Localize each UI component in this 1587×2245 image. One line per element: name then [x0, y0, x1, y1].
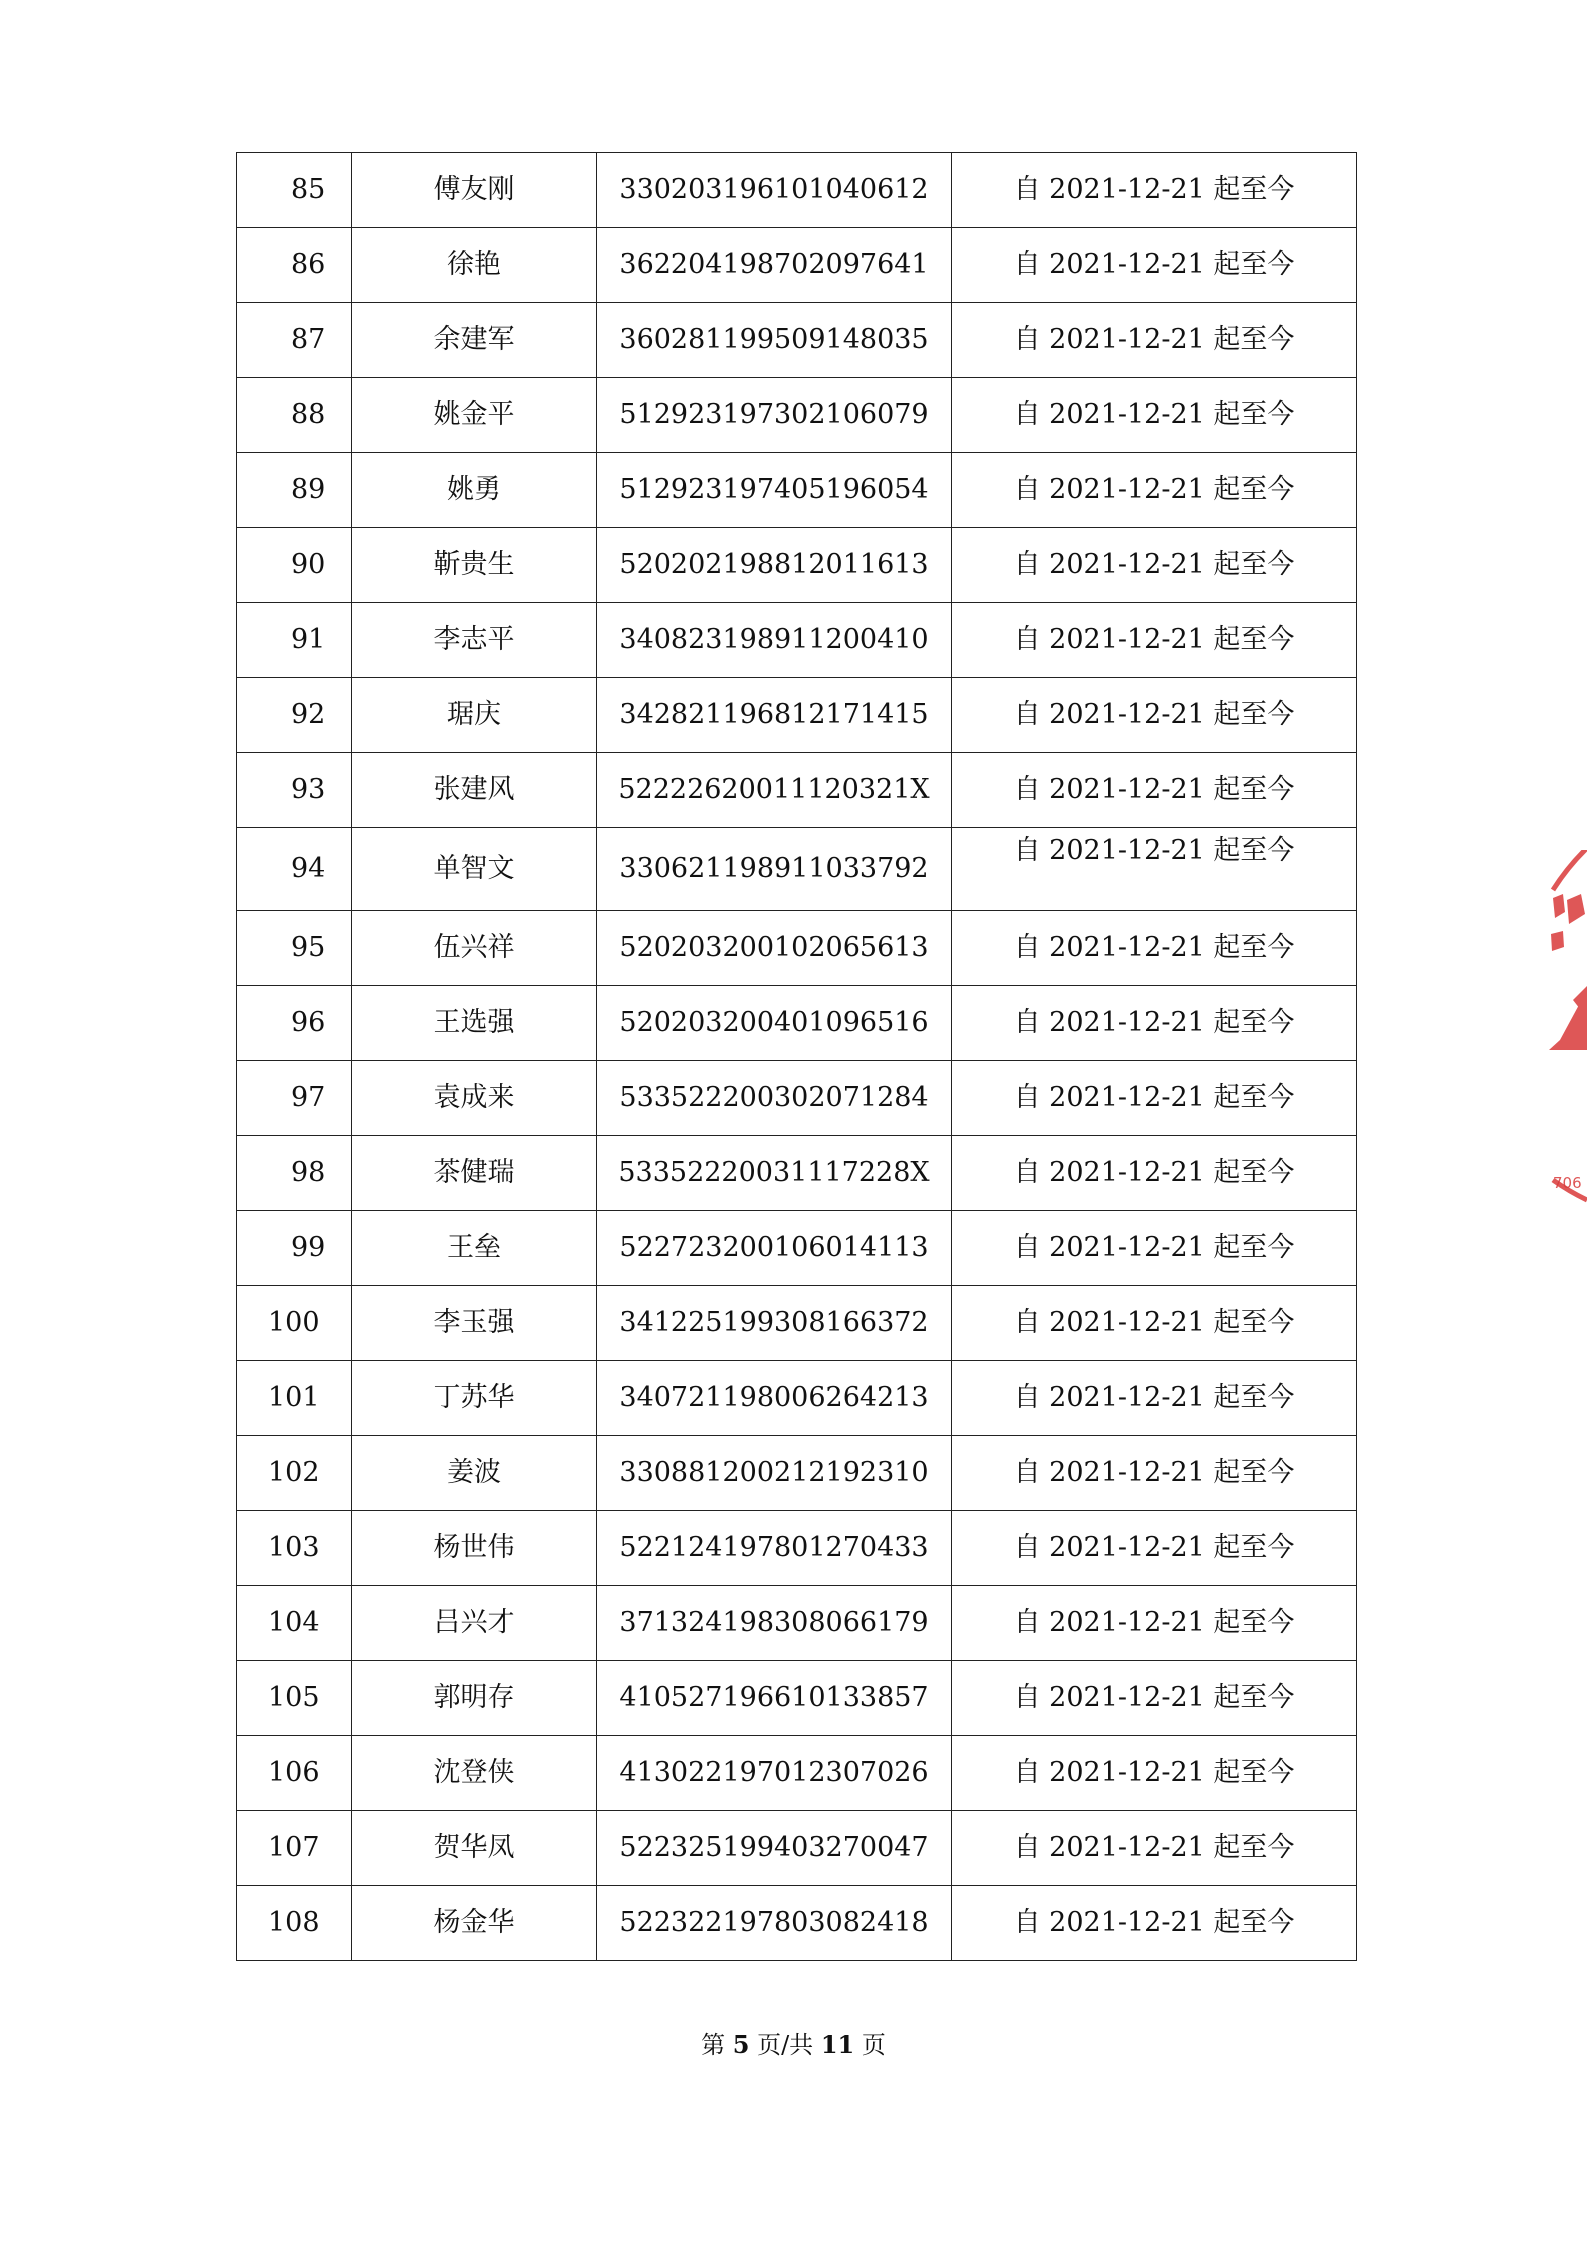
person-name-cell: 姚勇 [352, 453, 597, 528]
id-number-cell: 520203200401096516 [597, 986, 952, 1061]
table-row [237, 528, 1357, 603]
period-cell: 自 2021-12-21 起至今 [952, 603, 1357, 678]
footer-prefix: 第 [701, 2031, 726, 2059]
person-name-cell: 吕兴才 [352, 1586, 597, 1661]
table-row [237, 1361, 1357, 1436]
table-row [237, 678, 1357, 753]
row-number-cell: 93 [237, 753, 352, 828]
current-page-number: 5 [732, 2030, 750, 2059]
person-name-cell: 傅友刚 [352, 153, 597, 228]
table-row [237, 1061, 1357, 1136]
row-number-cell: 99 [237, 1211, 352, 1286]
row-number-cell: 108 [237, 1886, 352, 1961]
seal-text-fragment: 706 [1553, 1174, 1582, 1192]
table-row [237, 828, 1357, 911]
seal-fragment-graphic [1545, 850, 1587, 1210]
row-number-cell: 105 [237, 1661, 352, 1736]
period-cell: 自 2021-12-21 起至今 [952, 911, 1357, 986]
id-number-cell: 522124197801270433 [597, 1511, 952, 1586]
row-number-cell: 87 [237, 303, 352, 378]
row-number-cell: 103 [237, 1511, 352, 1586]
table-row [237, 986, 1357, 1061]
person-name-cell: 单智文 [352, 828, 597, 911]
row-number-cell: 85 [237, 153, 352, 228]
id-number-cell: 522322197803082418 [597, 1886, 952, 1961]
id-number-cell: 520203200102065613 [597, 911, 952, 986]
table-row [237, 1211, 1357, 1286]
personnel-table [236, 152, 1357, 1961]
person-name-cell: 姚金平 [352, 378, 597, 453]
row-number-cell: 97 [237, 1061, 352, 1136]
person-name-cell: 姜波 [352, 1436, 597, 1511]
period-cell: 自 2021-12-21 起至今 [952, 1061, 1357, 1136]
row-number-cell: 101 [237, 1361, 352, 1436]
total-page-count: 11 [820, 2030, 855, 2059]
row-number-cell: 96 [237, 986, 352, 1061]
table-row [237, 911, 1357, 986]
table-row [237, 453, 1357, 528]
period-cell: 自 2021-12-21 起至今 [952, 1436, 1357, 1511]
row-number-cell: 94 [237, 828, 352, 911]
id-number-cell: 413022197012307026 [597, 1736, 952, 1811]
person-name-cell: 靳贵生 [352, 528, 597, 603]
period-cell: 自 2021-12-21 起至今 [952, 378, 1357, 453]
table-row [237, 1811, 1357, 1886]
id-number-cell: 340721198006264213 [597, 1361, 952, 1436]
footer-middle: 页/共 [757, 2031, 814, 2059]
id-number-cell: 520202198812011613 [597, 528, 952, 603]
id-number-cell: 512923197405196054 [597, 453, 952, 528]
row-number-cell: 98 [237, 1136, 352, 1211]
person-name-cell: 贺华凤 [352, 1811, 597, 1886]
period-cell: 自 2021-12-21 起至今 [952, 528, 1357, 603]
personnel-table-body [237, 153, 1357, 1961]
row-number-cell: 86 [237, 228, 352, 303]
person-name-cell: 郭明存 [352, 1661, 597, 1736]
id-number-cell: 533522200302071284 [597, 1061, 952, 1136]
period-cell: 自 2021-12-21 起至今 [952, 453, 1357, 528]
period-cell: 自 2021-12-21 起至今 [952, 1661, 1357, 1736]
period-cell: 自 2021-12-21 起至今 [952, 1361, 1357, 1436]
period-cell: 自 2021-12-21 起至今 [952, 828, 1357, 911]
row-number-cell: 106 [237, 1736, 352, 1811]
period-cell: 自 2021-12-21 起至今 [952, 1811, 1357, 1886]
person-name-cell: 徐艳 [352, 228, 597, 303]
period-cell: 自 2021-12-21 起至今 [952, 228, 1357, 303]
row-number-cell: 89 [237, 453, 352, 528]
table-row [237, 153, 1357, 228]
row-number-cell: 90 [237, 528, 352, 603]
period-cell: 自 2021-12-21 起至今 [952, 153, 1357, 228]
person-name-cell: 王选强 [352, 986, 597, 1061]
row-number-cell: 100 [237, 1286, 352, 1361]
table-row [237, 753, 1357, 828]
person-name-cell: 余建军 [352, 303, 597, 378]
table-row [237, 603, 1357, 678]
period-cell: 自 2021-12-21 起至今 [952, 1886, 1357, 1961]
row-number-cell: 95 [237, 911, 352, 986]
person-name-cell: 沈登侠 [352, 1736, 597, 1811]
id-number-cell: 53352220031117228X [597, 1136, 952, 1211]
person-name-cell: 王垒 [352, 1211, 597, 1286]
period-cell: 自 2021-12-21 起至今 [952, 678, 1357, 753]
row-number-cell: 91 [237, 603, 352, 678]
id-number-cell: 340823198911200410 [597, 603, 952, 678]
id-number-cell: 330621198911033792 [597, 828, 952, 911]
table-row [237, 1661, 1357, 1736]
table-row [237, 1286, 1357, 1361]
person-name-cell: 伍兴祥 [352, 911, 597, 986]
period-cell: 自 2021-12-21 起至今 [952, 986, 1357, 1061]
period-cell: 自 2021-12-21 起至今 [952, 1211, 1357, 1286]
id-number-cell: 512923197302106079 [597, 378, 952, 453]
person-name-cell: 袁成来 [352, 1061, 597, 1136]
person-name-cell: 杨金华 [352, 1886, 597, 1961]
id-number-cell: 371324198308066179 [597, 1586, 952, 1661]
footer-suffix: 页 [861, 2031, 886, 2059]
table-row [237, 1736, 1357, 1811]
id-number-cell: 360281199509148035 [597, 303, 952, 378]
id-number-cell: 522723200106014113 [597, 1211, 952, 1286]
id-number-cell: 341225199308166372 [597, 1286, 952, 1361]
id-number-cell: 410527196610133857 [597, 1661, 952, 1736]
period-cell: 自 2021-12-21 起至今 [952, 1586, 1357, 1661]
person-name-cell: 李志平 [352, 603, 597, 678]
table-row [237, 303, 1357, 378]
person-name-cell: 琚庆 [352, 678, 597, 753]
id-number-cell: 342821196812171415 [597, 678, 952, 753]
table-row [237, 1886, 1357, 1961]
person-name-cell: 丁苏华 [352, 1361, 597, 1436]
row-number-cell: 104 [237, 1586, 352, 1661]
row-number-cell: 107 [237, 1811, 352, 1886]
id-number-cell: 330881200212192310 [597, 1436, 952, 1511]
person-name-cell: 杨世伟 [352, 1511, 597, 1586]
period-cell: 自 2021-12-21 起至今 [952, 1286, 1357, 1361]
row-number-cell: 88 [237, 378, 352, 453]
period-cell: 自 2021-12-21 起至今 [952, 303, 1357, 378]
person-name-cell: 茶健瑞 [352, 1136, 597, 1211]
id-number-cell: 522325199403270047 [597, 1811, 952, 1886]
table-row [237, 1136, 1357, 1211]
official-seal-stamp [1545, 850, 1587, 1210]
period-cell: 自 2021-12-21 起至今 [952, 1511, 1357, 1586]
id-number-cell: 330203196101040612 [597, 153, 952, 228]
table-row [237, 378, 1357, 453]
row-number-cell: 102 [237, 1436, 352, 1511]
period-cell: 自 2021-12-21 起至今 [952, 1736, 1357, 1811]
table-row [237, 1511, 1357, 1586]
page-footer [0, 2030, 1587, 2060]
id-number-cell: 52222620011120321X [597, 753, 952, 828]
table-row [237, 1436, 1357, 1511]
table-row [237, 228, 1357, 303]
row-number-cell: 92 [237, 678, 352, 753]
table-row [237, 1586, 1357, 1661]
person-name-cell: 张建风 [352, 753, 597, 828]
period-cell: 自 2021-12-21 起至今 [952, 1136, 1357, 1211]
id-number-cell: 362204198702097641 [597, 228, 952, 303]
period-cell: 自 2021-12-21 起至今 [952, 753, 1357, 828]
person-name-cell: 李玉强 [352, 1286, 597, 1361]
